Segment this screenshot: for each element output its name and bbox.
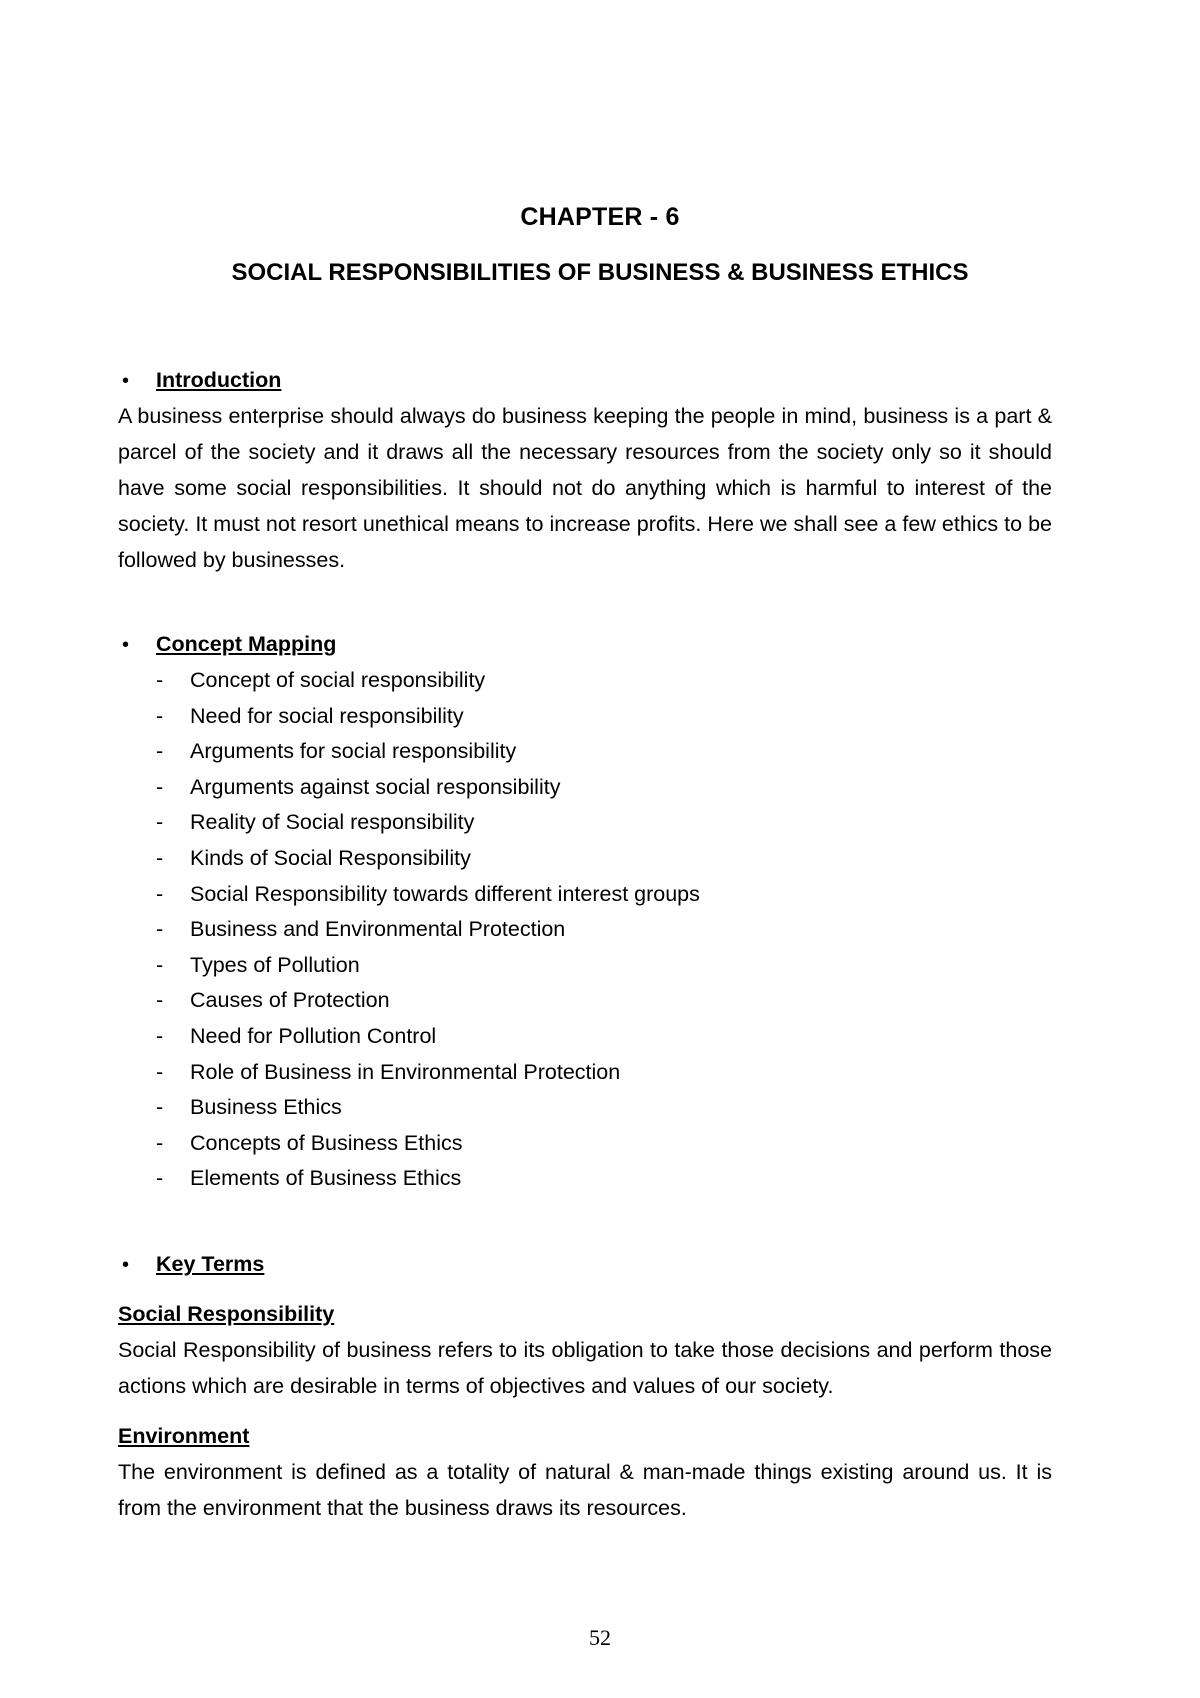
dash-icon: -	[156, 881, 164, 906]
key-term-social-responsibility	[118, 1296, 1052, 1404]
dash-icon: -	[156, 1059, 164, 1084]
dash-icon: -	[156, 810, 164, 835]
list-item	[118, 911, 1052, 947]
dash-icon: -	[156, 1166, 164, 1191]
concept-mapping-heading-row	[118, 626, 1052, 662]
dash-icon: -	[156, 668, 164, 692]
list-item-text: Arguments for social responsibility	[190, 739, 517, 764]
introduction-section	[118, 362, 1052, 578]
list-item	[118, 1125, 1052, 1161]
list-item-text: Need for Pollution Control	[190, 1023, 437, 1048]
list-item-text: Need for social responsibility	[190, 703, 464, 728]
spacer	[118, 1196, 1052, 1246]
page-number: 52	[589, 1625, 611, 1650]
introduction-text: A business enterprise should always do business keeping the people in mind, business is a part & parcel of the society and it draws all the necessary resources from the society only so it should have some social responsibilities. It should not do anything which is harmful to interest of the society. It must not resort unethical means to increase profits. Here we shall see a few ethics to be followed by businesses.	[118, 404, 1052, 572]
term-definition: The environment is defined as a totality of natural & man-made things existing around us. It is from the environment that the business draws its resources.	[118, 1459, 1052, 1520]
chapter-number: CHAPTER - 6	[520, 203, 680, 231]
list-item	[118, 982, 1052, 1018]
dash-icon: -	[156, 952, 164, 977]
bullet-icon: •	[122, 1253, 130, 1276]
list-item-text: Reality of Social responsibility	[190, 810, 475, 835]
term-heading: Social Responsibility	[118, 1301, 335, 1326]
key-term-environment	[118, 1418, 1052, 1526]
introduction-heading: Introduction	[156, 368, 282, 392]
list-item-text: Concept of social responsibility	[190, 668, 486, 692]
list-item-text: Business Ethics	[190, 1095, 342, 1120]
bullet-icon: •	[122, 370, 130, 392]
list-item	[118, 662, 1052, 698]
list-item-text: Business and Environmental Protection	[190, 917, 566, 942]
list-item	[118, 840, 1052, 876]
list-item	[118, 769, 1052, 805]
dash-icon: -	[156, 774, 164, 799]
introduction-heading-row	[118, 362, 1052, 398]
list-item-text: Elements of Business Ethics	[190, 1166, 462, 1191]
list-item-text: Types of Pollution	[190, 952, 360, 977]
key-terms-heading: Key Terms	[156, 1251, 265, 1276]
list-item	[118, 947, 1052, 983]
page-content	[118, 362, 1052, 1526]
dash-icon: -	[156, 1023, 164, 1048]
concept-mapping-list	[118, 662, 1052, 1196]
list-item	[118, 876, 1052, 912]
concept-mapping-heading: Concept Mapping	[156, 632, 337, 656]
list-item	[118, 1089, 1052, 1125]
dash-icon: -	[156, 917, 164, 942]
chapter-title: SOCIAL RESPONSIBILITIES OF BUSINESS & BUSINESS ETHICS	[231, 259, 969, 286]
term-heading: Environment	[118, 1423, 250, 1448]
dash-icon: -	[156, 739, 164, 764]
key-terms-section	[118, 1246, 1052, 1526]
list-item	[118, 698, 1052, 734]
list-item	[118, 1054, 1052, 1090]
list-item-text: Role of Business in Environmental Protection	[190, 1059, 621, 1084]
list-item	[118, 1018, 1052, 1054]
spacer	[118, 578, 1052, 626]
term-definition: Social Responsibility of business refers to its obligation to take those decisions and perform those actions which are desirable in terms of objectives and values of our society.	[118, 1337, 1052, 1398]
dash-icon: -	[156, 988, 164, 1013]
list-item	[118, 804, 1052, 840]
list-item-text: Arguments against social responsibility	[190, 774, 561, 799]
list-item-text: Kinds of Social Responsibility	[190, 845, 471, 870]
list-item-text: Causes of Protection	[190, 988, 390, 1013]
list-item-text: Concepts of Business Ethics	[190, 1130, 463, 1155]
list-item	[118, 1160, 1052, 1196]
bullet-icon: •	[122, 634, 130, 656]
key-terms-heading-row	[118, 1246, 1052, 1282]
dash-icon: -	[156, 845, 164, 870]
concept-mapping-section	[118, 626, 1052, 1196]
dash-icon: -	[156, 1130, 164, 1155]
dash-icon: -	[156, 703, 164, 728]
list-item	[118, 733, 1052, 769]
list-item-text: Social Responsibility towards different interest groups	[190, 881, 700, 906]
dash-icon: -	[156, 1095, 164, 1120]
